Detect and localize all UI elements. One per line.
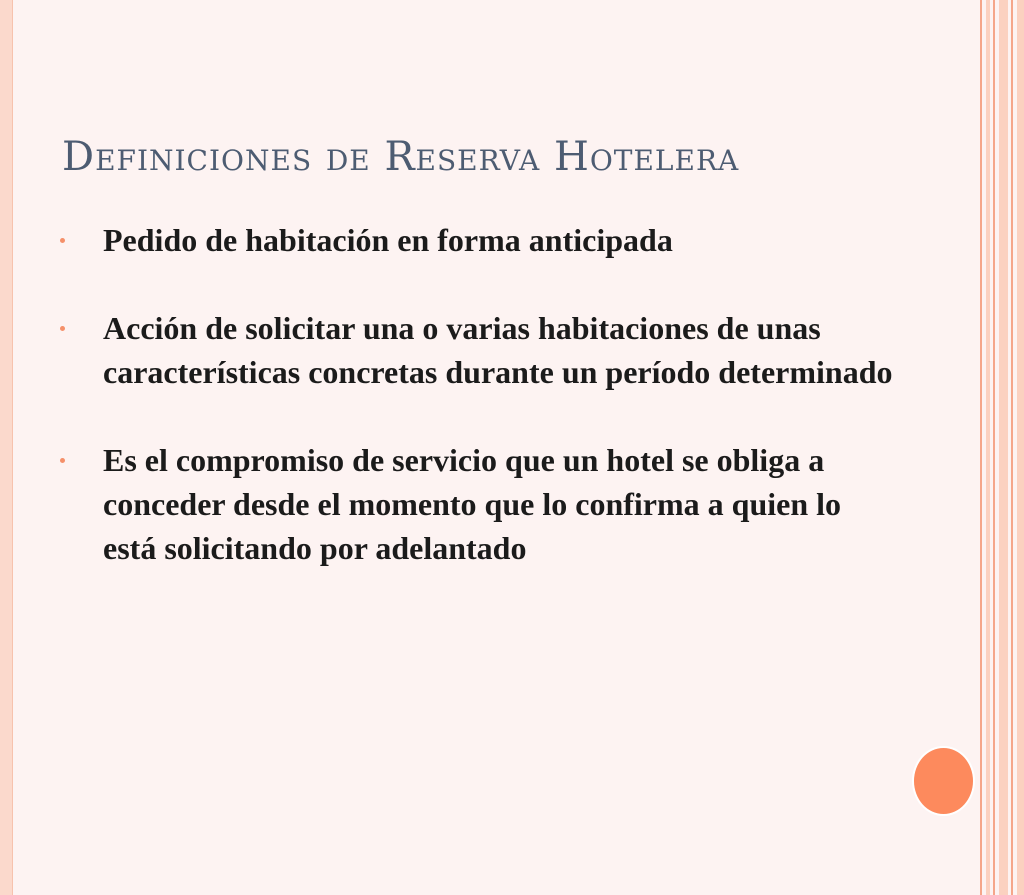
bullet-dot-icon [60,458,65,463]
stripe [980,0,982,895]
bullet-dot-icon [60,238,65,243]
bullet-item [58,306,898,394]
bullet-item [58,438,898,570]
bullet-text: Es el compromiso de servicio que un hotel se obliga a conceder desde el momento que lo confirma a quien lo está solicitando por adelantado [103,442,842,566]
slide-title: Definiciones de Reserva Hotelera [62,134,740,180]
stripe [1011,0,1013,895]
stripe [1017,0,1024,895]
bullet-dot-icon [60,326,65,331]
bullet-item [58,218,898,262]
stripe [986,0,990,895]
stripe [993,0,995,895]
bullet-text: Pedido de habitación en forma anticipada [103,222,673,258]
left-frame-border [0,0,13,895]
accent-circle [912,746,975,816]
stripe [999,0,1008,895]
right-decorative-stripes [977,0,1024,895]
bullet-text: Acción de solicitar una o varias habitaciones de unas características concretas durante un período determinado [103,310,893,390]
bullet-list [58,218,898,614]
